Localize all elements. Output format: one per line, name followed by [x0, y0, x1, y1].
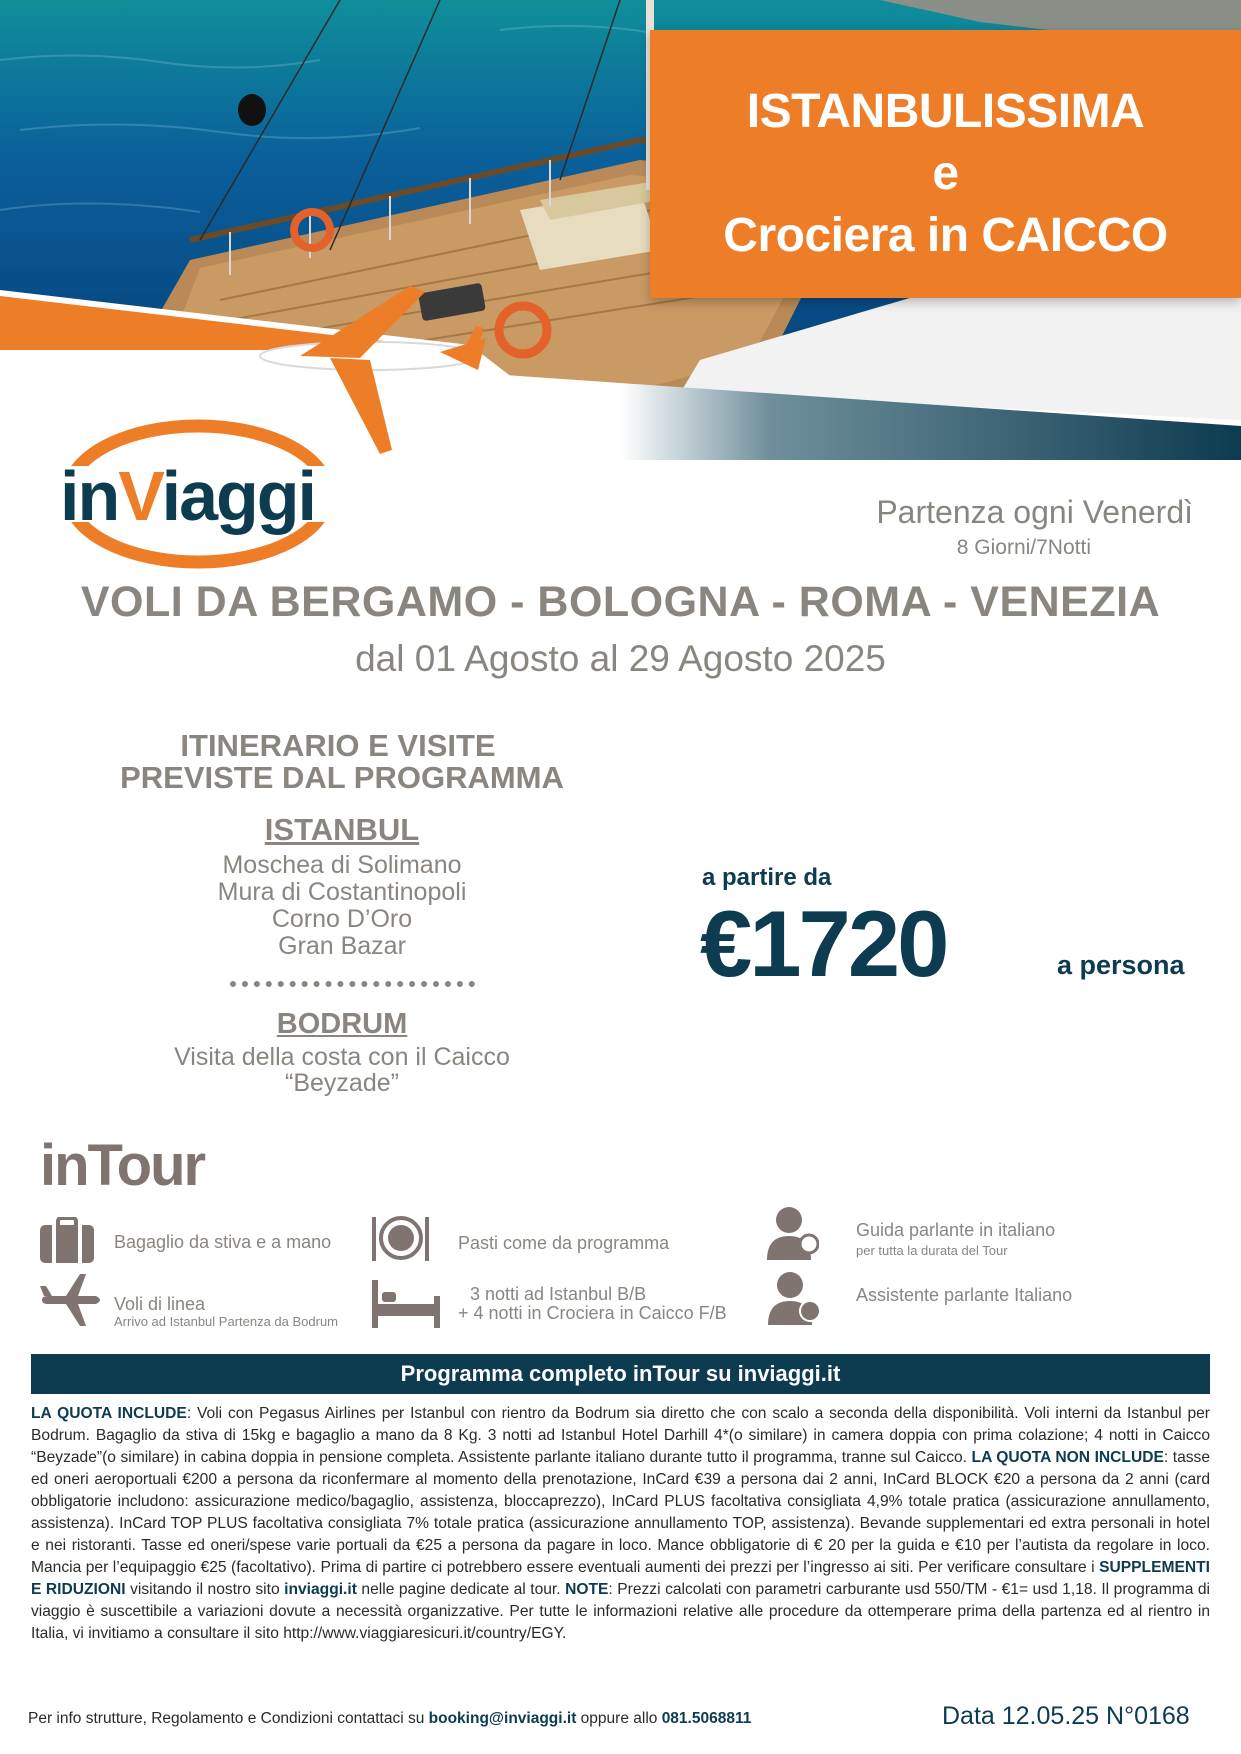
place-item: Moschea di Solimano	[222, 851, 462, 879]
banner-link[interactable]: inviaggi.it	[737, 1361, 841, 1386]
flights-heading: VOLI DA BERGAMO - BOLOGNA - ROMA - VENEZIA	[80, 578, 1161, 626]
footer-text-1: Per info strutture, Regolamento e Condizioni contattaci su	[28, 1710, 429, 1727]
place-item: Mura di Costantinopoli	[217, 878, 467, 906]
exclude-label: LA QUOTA NON INCLUDE	[971, 1449, 1164, 1466]
feature-label: Assistente parlante Italiano	[856, 1285, 1073, 1305]
logo-text-v: V	[118, 457, 162, 535]
intour-logo: inTour	[40, 1133, 205, 1198]
phone-number[interactable]: 081.5068811	[661, 1710, 752, 1727]
supplements-label: SUPPLEMENTI E RIDUZIONI	[31, 1559, 1210, 1598]
banner-text: Programma completo inTour su	[400, 1361, 738, 1386]
feature-sublabel: + 4 notti in Crociera in Caicco F/B	[458, 1303, 727, 1323]
plate-icon	[372, 1213, 430, 1263]
place-item: “Beyzade”	[285, 1069, 399, 1097]
notes-text: : Prezzi calcolati con parametri carburante usd 550/TM - €1= usd 1,18. Il programma di viaggio è suscettibile a variazioni dovute a necessità organizzative. Per tutte le informazioni relative alle procedure da ottemperare prima della partenza ed al rientro in Italia, vi invitiamo a consultare il sito http://www.viaggiaresicuri.it/country/EGY.	[31, 1581, 1210, 1642]
airplane-icon	[40, 1272, 104, 1328]
dotted-divider	[230, 981, 475, 987]
city-bodrum: BODRUM	[276, 1008, 408, 1040]
feature-label: 3 notti ad Istanbul B/B	[470, 1284, 647, 1304]
bed-icon	[372, 1280, 440, 1328]
email-link[interactable]: booking@inviaggi.it	[428, 1710, 577, 1727]
place-item: Gran Bazar	[278, 932, 406, 960]
logo-text-in: in	[60, 457, 119, 535]
feature-sublabel: per tutta la durata del Tour	[856, 1243, 1008, 1258]
dates-label: dal 01 Agosto al 29 Agosto 2025	[355, 638, 886, 679]
supplements-text: visitando il nostro sito	[125, 1581, 285, 1598]
terms-text	[31, 1403, 1210, 1645]
include-label: LA QUOTA INCLUDE	[31, 1405, 187, 1422]
title-line-3: Crociera in CAICCO	[723, 209, 1168, 262]
feature-sublabel: Arrivo ad Istanbul Partenza da Bodrum	[114, 1314, 339, 1329]
title-line-2: e	[932, 147, 959, 200]
itinerary-heading-2: PREVISTE DAL PROGRAMMA	[120, 760, 564, 795]
logo-text	[60, 456, 315, 536]
price-amount: €1720	[700, 891, 947, 996]
site-text: nelle pagine dedicate al tour.	[356, 1581, 566, 1598]
notes-label: NOTE	[565, 1581, 609, 1598]
feature-label: Guida parlante in italiano	[856, 1220, 1056, 1240]
suitcase-icon	[40, 1217, 94, 1263]
price-from-label: a partire da	[702, 864, 832, 891]
place-item: Visita della costa con il Caicco	[174, 1043, 510, 1071]
title-line-1: ISTANBULISSIMA	[746, 85, 1145, 138]
city-istanbul: ISTANBUL	[264, 812, 420, 847]
feature-label: Bagaglio da stiva e a mano	[114, 1232, 332, 1252]
place-item: Corno D’Oro	[271, 905, 413, 933]
inviaggi-logo	[48, 414, 348, 574]
price-per-person: a persona	[1057, 950, 1185, 980]
footer-text-2: oppure allo	[576, 1710, 662, 1727]
logo-text-iaggi: iaggi	[161, 457, 316, 535]
guide-icon	[767, 1206, 819, 1260]
feature-label: Pasti come da programma	[458, 1233, 670, 1253]
departure-label: Partenza ogni Venerdì	[876, 494, 1193, 530]
site-link[interactable]: inviaggi.it	[284, 1581, 357, 1598]
feature-label: Voli di linea	[114, 1294, 206, 1314]
itinerary-heading-1: ITINERARIO E VISITE	[180, 728, 496, 763]
title-box	[650, 30, 1241, 298]
assistant-icon	[768, 1271, 820, 1325]
program-banner	[31, 1354, 1210, 1394]
document-date: Data 12.05.25 N°0168	[942, 1702, 1190, 1730]
exclude-text: : tasse ed oneri aeroportuali €200 a persona da riconfermare al momento della prenotazione, InCard €39 a persona dai 2 anni, InCard BLOCK €20 a persona da 2 anni (card obbligatorie includono: assicurazione medico/bagaglio, assistenza, bloccaprezzo), InCard PLUS facoltativa consigliata 4,9% totale pratica (assicurazione annullamento, assistenza). InCard TOP PLUS facoltativa consigliata 7% totale pratica (assicurazione annullamento TOP, assistenza). Bevande supplementari ed extra personali in hotel e nei ristoranti. Tasse ed oneri/spese varie portuali da €25 a persona da pagare in loco. Mance obbligatorie di € 20 per la guida e €10 per l’autista da regolare in loco. Mancia per l’equipaggio €25 (facoltativo). Prima di partire ci potrebbero essere eventuali aumenti dei prezzi per l’ingresso ai siti. Per verificare consultare i	[31, 1449, 1211, 1576]
include-text: : Voli con Pegasus Airlines per Istanbul con rientro da Bodrum sia diretto che con scalo a seconda della disponibilità. Voli interni da Istanbul per Bodrum. Bagaglio da stiva di 15kg e bagaglio a mano da 8 Kg. 3 notti ad Istanbul Hotel Darhill 4*(o similare) in camera doppia con prima colazione; 4 notti in Caicco “Beyzade”(o similare) in cabina doppia in pensione completa. Assistente parlante italiano durante tutto il programma, tranne sul Caicco.	[31, 1405, 1210, 1466]
footer-contact	[28, 1710, 751, 1728]
duration-label: 8 Giorni/7Notti	[956, 536, 1091, 559]
